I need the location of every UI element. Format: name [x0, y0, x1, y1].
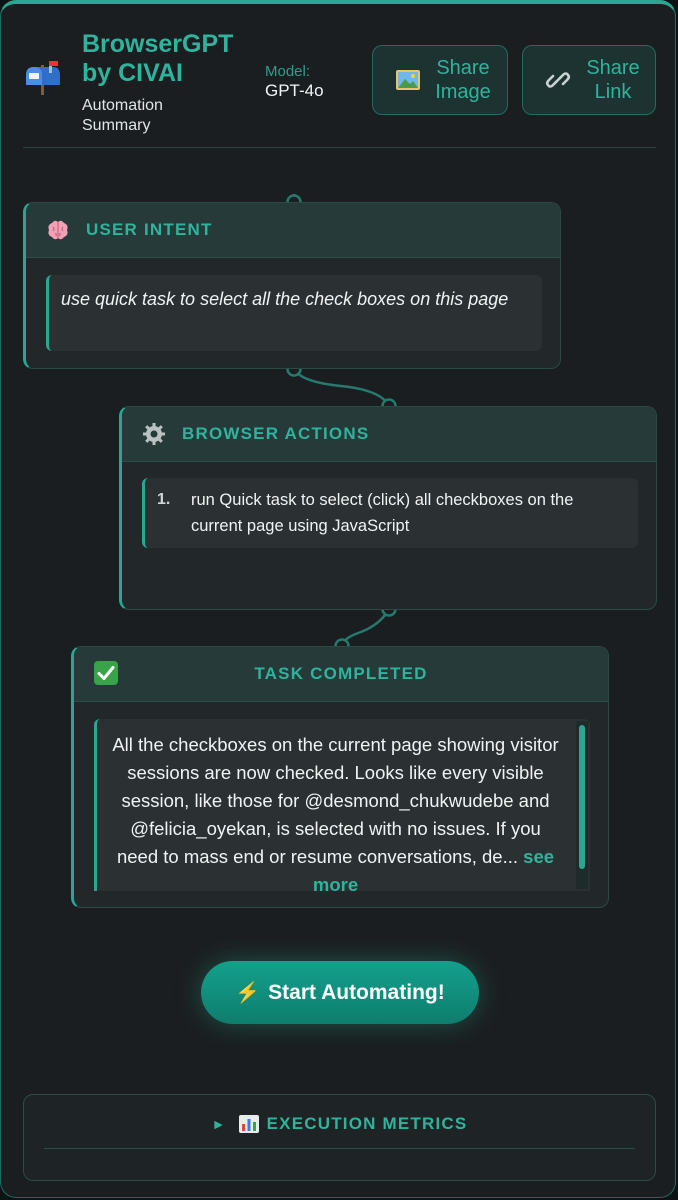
task-result-content: All the checkboxes on the current page showing visitor sessions are now checked. Looks like every visible session, like those for @desmond_chukwudebe and @felicia_oyekan, is selected with no issues. If you need to mass end or resume conversations, de... [112, 734, 559, 867]
share-image-label: Share Image [435, 57, 491, 103]
bar-chart-icon [239, 1115, 259, 1133]
brain-icon [46, 218, 70, 242]
see-more-link[interactable]: see more [312, 846, 555, 891]
model-label: Model: [265, 63, 311, 80]
execution-metrics-title: EXECUTION METRICS [266, 1114, 468, 1133]
action-item [142, 478, 638, 548]
execution-metrics-toggle[interactable] [24, 1114, 655, 1134]
action-text: run Quick task to select (click) all checkboxes on the current page using JavaScript [191, 491, 574, 535]
scrollbar-thumb[interactable] [579, 725, 585, 869]
task-completed-card [71, 646, 609, 908]
metrics-divider [44, 1148, 635, 1149]
user-intent-card [23, 202, 561, 369]
lightning-icon: ⚡ [235, 982, 261, 1004]
task-result-text [97, 719, 590, 891]
share-link-label: Share Link [586, 57, 640, 103]
user-intent-text: use quick task to select all the check boxes on this page [46, 275, 542, 351]
user-intent-title: USER INTENT [86, 220, 213, 239]
expand-arrow-icon: ► [211, 1116, 227, 1132]
browser-actions-header [122, 407, 656, 462]
task-completed-title: TASK COMPLETED [254, 664, 428, 683]
browser-actions-card [119, 406, 657, 610]
user-intent-header [26, 203, 560, 258]
check-mark-icon [94, 661, 118, 685]
app-title: BrowserGPT by CIVAI [82, 30, 234, 87]
start-automating-label: Start Automating! [268, 980, 445, 1004]
task-completed-header [74, 647, 608, 702]
model-value: GPT-4o [265, 81, 324, 100]
start-automating-button[interactable] [201, 961, 479, 1024]
task-result-box [94, 719, 590, 891]
action-number: 1. [157, 491, 171, 508]
app-subtitle: Automation Summary [82, 97, 163, 134]
result-scrollbar[interactable] [576, 721, 588, 889]
browser-actions-title: BROWSER ACTIONS [182, 424, 370, 443]
gear-icon [142, 422, 166, 446]
execution-metrics-panel[interactable] [23, 1094, 656, 1181]
